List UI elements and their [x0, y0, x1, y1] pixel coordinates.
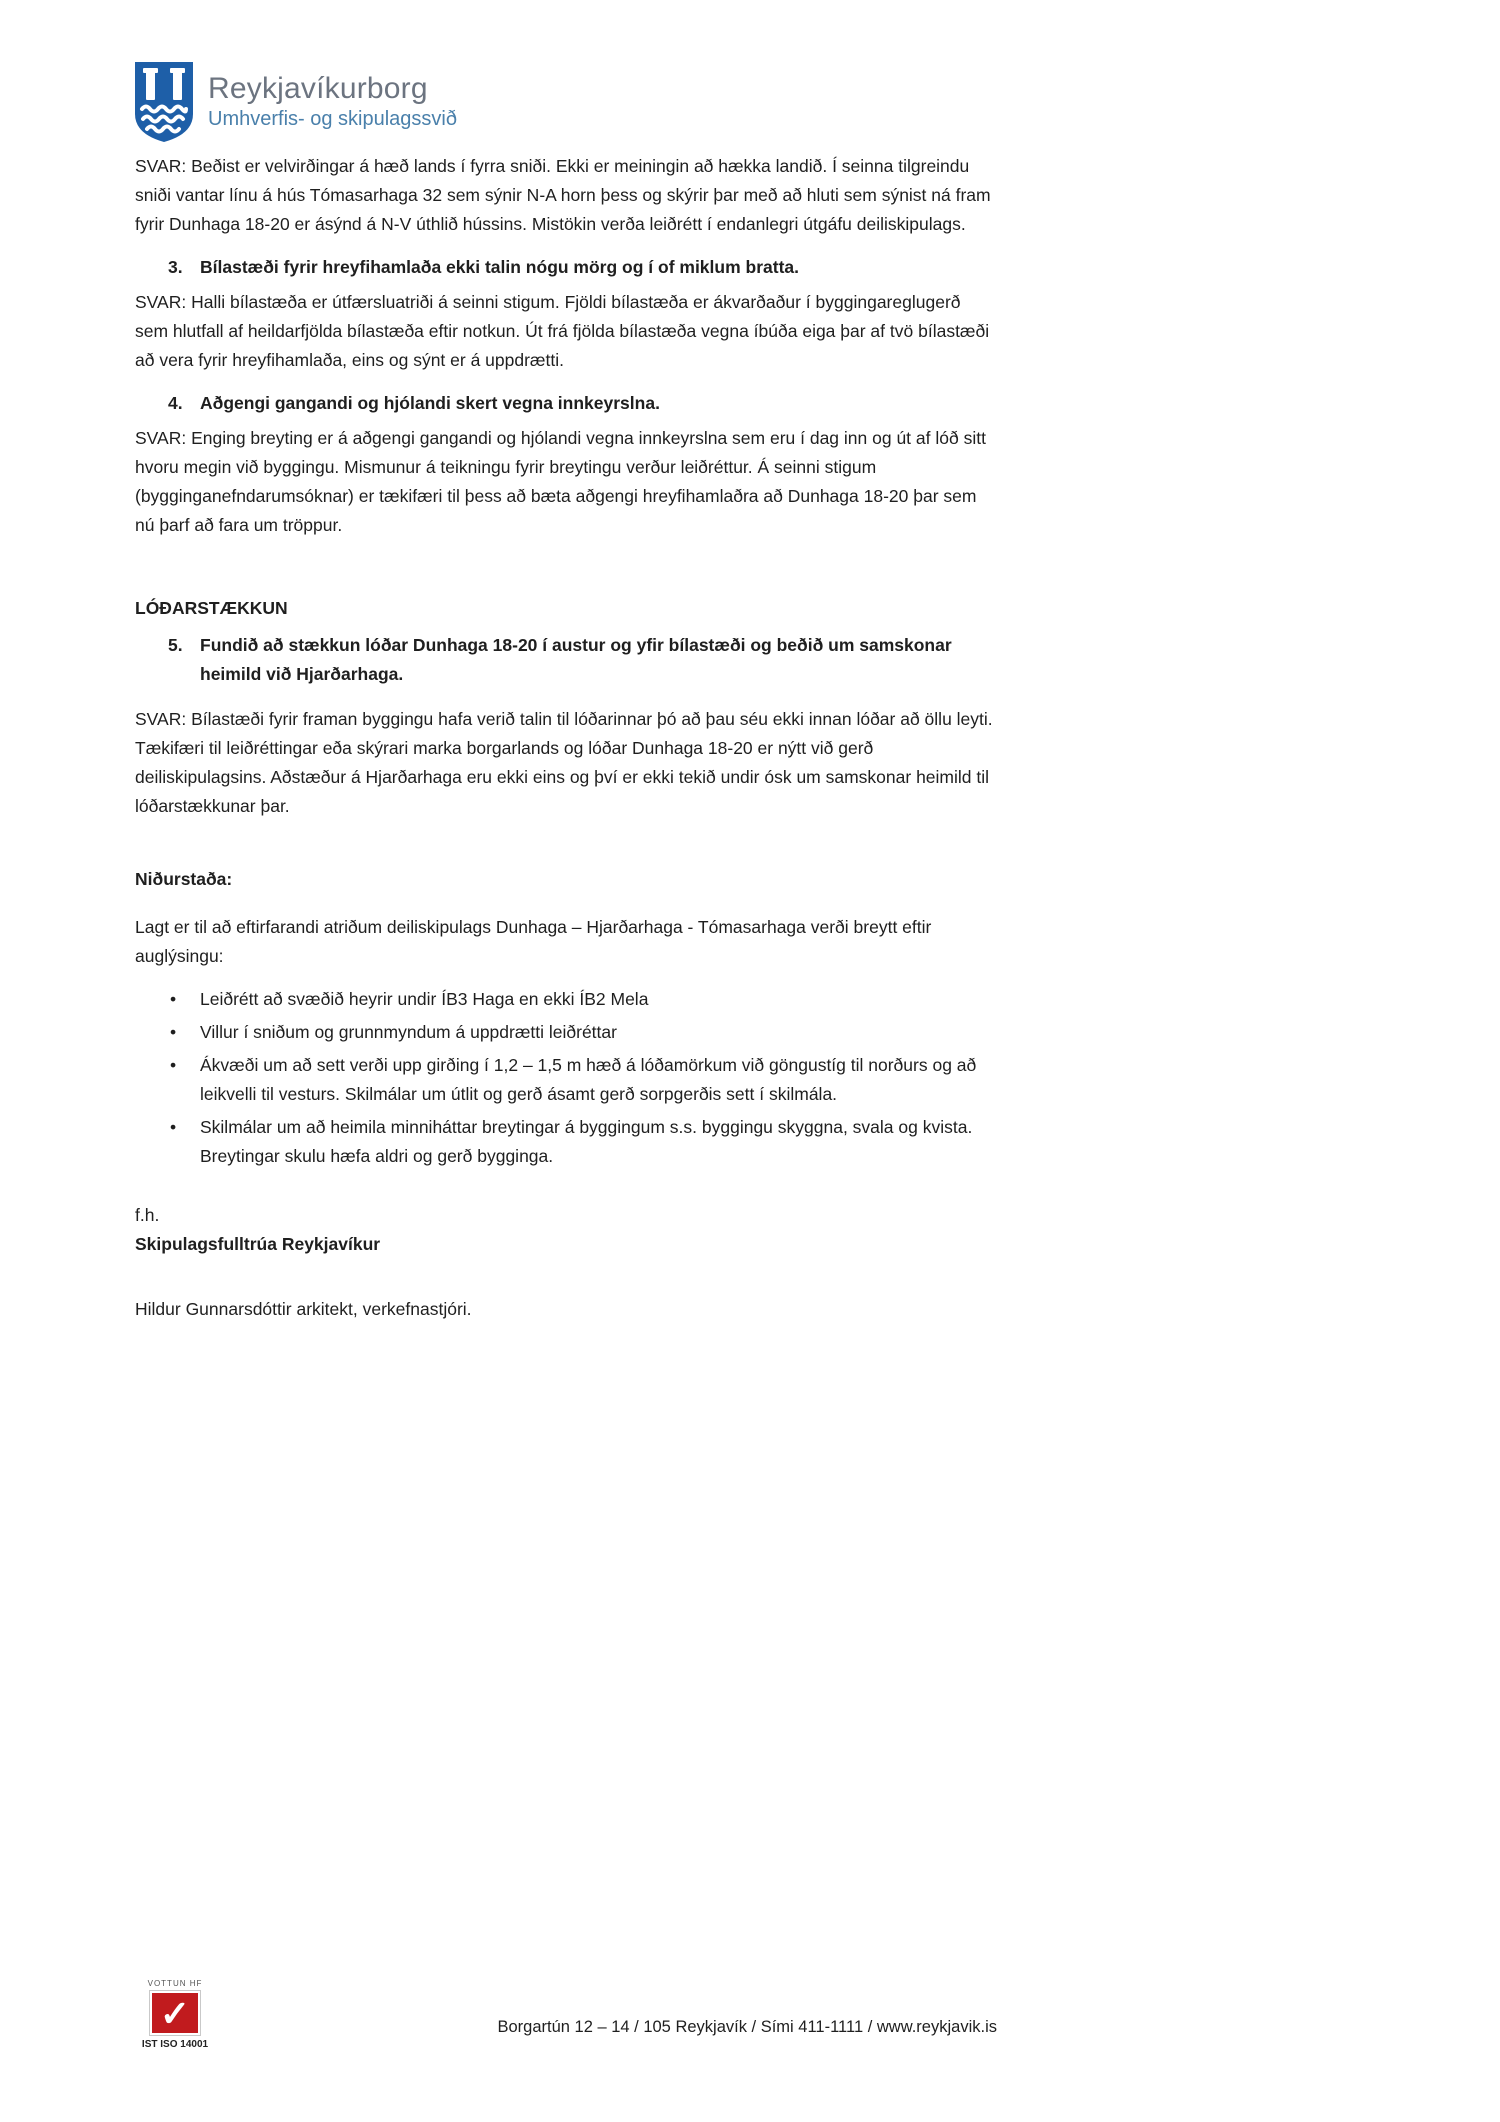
bullet-text: Villur í sniðum og grunnmyndum á uppdrætti leiðréttar	[200, 1022, 617, 1042]
bullet-text: Ákvæði um að sett verði upp girðing í 1,2 – 1,5 m hæð á lóðamörkum við göngustíg til norðurs og að leikvelli til vesturs. Skilmálar um útlit og gerð ásamt gerð sorpgerðis sett í skilmála.	[200, 1055, 977, 1104]
bullet-item	[135, 1113, 997, 1171]
item-number: 5.	[168, 635, 183, 655]
bullet-text: Leiðrétt að svæðið heyrir undir ÍB3 Haga en ekki ÍB2 Mela	[200, 989, 649, 1009]
paragraph-answer-5: SVAR: Bílastæði fyrir framan byggingu hafa verið talin til lóðarinnar þó að þau séu ekki innan lóðar að öllu leyti. Tækifæri til leiðréttingar eða skýrari marka borgarlands og lóðar Dunhaga 18-20 er nýtt við gerð deiliskipulagsins. Aðstæður á Hjarðarhaga eru ekki eins og því er ekki tekið undir ósk um samskonar heimild til lóðarstækkunar þar.	[135, 709, 993, 816]
paragraph-answer-4: SVAR: Enging breyting er á aðgengi gangandi og hjólandi vegna innkeyrslna sem eru í dag inn og út af lóð sitt hvoru megin við byggingu. Mismunur á teikningu fyrir breytingu verður leiðréttur. Á seinni stigum (bygginganefndarumsóknar) er tækifæri til þess að bæta aðgengi hreyfihamlaðra að Dunhaga 18-20 þar sem nú þarf að fara um tröppur.	[135, 428, 986, 535]
item-text: Fundið að stækkun lóðar Dunhaga 18-20 í austur og yfir bílastæði og beðið um samskonar heimild við Hjarðarhaga.	[200, 635, 952, 684]
letterhead-text	[208, 72, 457, 132]
item-number: 3.	[168, 257, 183, 277]
footer-address: Borgartún 12 – 14 / 105 Reykjavík / Sími 411-1111 / www.reykjavik.is	[497, 2018, 997, 2036]
paragraph-answer-2: SVAR: Beðist er velvirðingar á hæð lands í fyrra sniði. Ekki er meiningin að hækka landið. Í seinna tilgreindu sniði vantar línu á hús Tómasarhaga 32 sem sýnir N-A horn þess og skýrir þar með að hluti sem sýnist ná fram fyrir Dunhaga 18-20 er ásýnd á N-V úthlið hússins. Mistökin verða leiðrétt í endanlegri útgáfu deiliskipulags.	[135, 156, 991, 234]
bullet-marker: •	[170, 1022, 177, 1042]
signoff-fh: f.h.	[135, 1205, 160, 1225]
cert-iso-label: IST ISO 14001	[141, 2039, 209, 2050]
conclusion-heading: Niðurstaða:	[135, 869, 233, 889]
bullet-marker: •	[170, 1055, 177, 1075]
page-footer	[135, 1978, 997, 2051]
bullet-marker: •	[170, 989, 177, 1009]
bullet-marker: •	[170, 1117, 177, 1137]
item-number: 4.	[168, 393, 183, 413]
dept-name: Umhverfis- og skipulagssvið	[208, 108, 457, 130]
signoff-name: Hildur Gunnarsdóttir arkitekt, verkefnastjóri.	[135, 1299, 472, 1319]
reykjavik-coat-of-arms-icon	[135, 62, 193, 142]
paragraph-answer-3: SVAR: Halli bílastæða er útfærsluatriði á seinni stigum. Fjöldi bílastæða er ákvarðaður í byggingareglugerð sem hlutfall af heildarfjölda bílastæða eftir notkun. Út frá fjölda bílastæða vegna íbúða eiga þar af tvö bílastæði að vera fyrir hreyfihamlaða, eins og sýnt er á uppdrætti.	[135, 292, 990, 370]
conclusion-bullet-list	[135, 985, 997, 1171]
numbered-item-5	[135, 631, 997, 689]
section-heading-lodarstaekkun: LÓÐARSTÆKKUN	[135, 598, 288, 618]
numbered-item-3	[135, 253, 997, 282]
org-name: Reykjavíkurborg	[208, 72, 428, 105]
bullet-item	[135, 985, 997, 1014]
item-text: Bílastæði fyrir hreyfihamlaða ekki talin nógu mörg og í of miklum bratta.	[200, 257, 799, 277]
numbered-item-4	[135, 389, 997, 418]
document-content	[135, 0, 997, 1324]
iso-certification-logo	[135, 1978, 215, 2051]
signoff-office: Skipulagsfulltrúa Reykjavíkur	[135, 1234, 381, 1254]
cert-vottun-label: VOTTUN HF	[147, 1979, 203, 1988]
bullet-text: Skilmálar um að heimila minniháttar breytingar á byggingum s.s. byggingu skyggna, svala og kvista. Breytingar skulu hæfa aldri og gerð bygginga.	[200, 1117, 973, 1166]
item-text: Aðgengi gangandi og hjólandi skert vegna innkeyrslna.	[200, 393, 660, 413]
checkmark-icon: ✓	[150, 1991, 200, 2035]
conclusion-intro: Lagt er til að eftirfarandi atriðum deiliskipulags Dunhaga – Hjarðarhaga - Tómasarhaga verði breytt eftir auglýsingu:	[135, 917, 932, 966]
bullet-item	[135, 1018, 997, 1047]
bullet-item	[135, 1051, 997, 1109]
letterhead	[135, 62, 997, 142]
